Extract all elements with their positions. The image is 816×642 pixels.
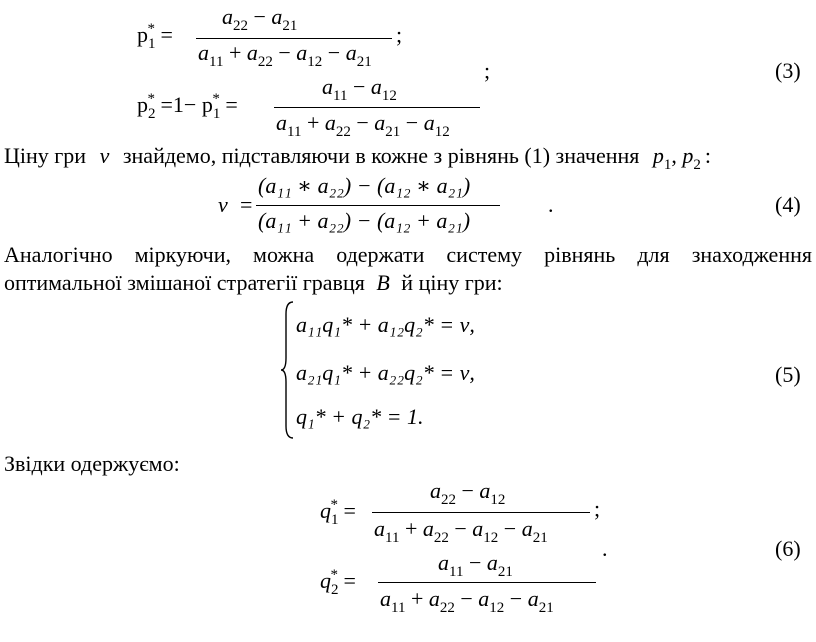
- eq5-row3: q₁* + q₂* = 1.: [296, 404, 424, 429]
- op: −: [356, 110, 369, 135]
- eq4-fraction-bar: [256, 205, 500, 206]
- eq3-line1-numerator: [222, 4, 298, 34]
- equals: =: [343, 498, 356, 523]
- idx: 11: [287, 124, 302, 140]
- var-p2: p: [682, 143, 694, 168]
- idx: 22: [441, 492, 456, 508]
- eq3-p: p: [137, 22, 148, 47]
- op: −: [509, 586, 523, 611]
- text-fragment: оптимальної змішаної стратегії гравця: [4, 270, 365, 295]
- idx: 11: [449, 564, 464, 580]
- op: −: [461, 478, 474, 503]
- op: +: [410, 586, 424, 611]
- var-a: a: [472, 516, 484, 541]
- var-a: a: [478, 586, 490, 611]
- var-a: a: [198, 40, 209, 65]
- idx: 11: [209, 54, 224, 70]
- op: −: [253, 4, 266, 29]
- idx: 21: [538, 600, 554, 616]
- text-fragment: Ціну гри: [4, 143, 87, 168]
- eq3-one-minus-p: =1− p: [160, 92, 213, 117]
- eq6-lhs2: [320, 567, 356, 598]
- eq3-p-sub: 1: [148, 36, 156, 52]
- var-a: a: [345, 40, 357, 65]
- var-a: a: [527, 586, 539, 611]
- idx: 22: [433, 530, 449, 546]
- paragraph-line1: Аналогічно міркуючи, можна одержати систему рівнянь для знаходження: [4, 242, 812, 267]
- op: −: [454, 516, 467, 541]
- var-a: a: [521, 516, 533, 541]
- idx: 12: [483, 530, 499, 546]
- eq6-line2-denominator: [380, 586, 554, 616]
- var-a: a: [322, 74, 333, 99]
- op: −: [468, 550, 482, 575]
- comma: ,: [671, 143, 677, 168]
- eq4-numerator: (a₁₁ ∗ a₂₂) − (a₁₂ ∗ a₂₁): [258, 173, 471, 198]
- var-a: a: [271, 4, 283, 29]
- eq6-line2-fraction-bar: [378, 582, 596, 583]
- idx: 1: [331, 512, 339, 528]
- idx: 22: [335, 124, 351, 140]
- eq6-line1-numerator: [430, 478, 506, 508]
- op: +: [404, 516, 418, 541]
- idx: 12: [434, 124, 450, 140]
- eq3-lhs1: [137, 21, 173, 52]
- eq3-line1-semicolon: ;: [396, 22, 403, 47]
- idx: 12: [381, 88, 397, 104]
- equals: =: [343, 568, 356, 593]
- op: −: [405, 110, 419, 135]
- paragraph-hence: Звідки одержуємо:: [4, 451, 180, 476]
- idx: 2: [693, 157, 701, 173]
- idx: 12: [307, 54, 323, 70]
- var-a: a: [324, 110, 336, 135]
- var-a: a: [370, 74, 382, 99]
- idx: 2: [331, 582, 339, 598]
- left-brace: [280, 300, 296, 440]
- idx: 11: [391, 600, 406, 616]
- op: −: [352, 74, 366, 99]
- var-a: a: [486, 550, 498, 575]
- eq6-line1-fraction-bar: [372, 512, 590, 513]
- star: *: [330, 497, 338, 513]
- idx: 12: [490, 492, 506, 508]
- star: *: [330, 567, 338, 583]
- paragraph-game-value: [4, 143, 712, 173]
- eq4-dot: .: [548, 192, 554, 217]
- op: +: [306, 110, 320, 135]
- var-a: a: [430, 478, 441, 503]
- eq6-line1-semicolon: ;: [594, 496, 601, 521]
- var-a: a: [246, 40, 258, 65]
- eq3-p2-sup: *: [147, 91, 155, 107]
- eq3-p2-sub: 2: [148, 106, 156, 122]
- eq4-equals: =: [240, 192, 253, 217]
- idx: 22: [439, 600, 455, 616]
- eq3-p1-sub: 1: [212, 106, 221, 122]
- eq6-number: (6): [775, 536, 801, 561]
- eq6-line1-denominator: [374, 516, 548, 546]
- eq3-line2-denominator: [276, 110, 450, 140]
- var-nu: ν: [99, 143, 110, 168]
- eq4-denominator: (a₁₁ + a₂₂) − (a₁₂ + a₂₁): [258, 208, 471, 233]
- var-q1: q: [320, 498, 331, 523]
- eq5-number: (5): [775, 362, 801, 387]
- eq3-number: (3): [775, 58, 801, 83]
- var-a: a: [438, 550, 449, 575]
- op: −: [460, 586, 473, 611]
- idx: 11: [333, 88, 348, 104]
- idx: 22: [233, 18, 248, 34]
- var-p1: p: [652, 143, 664, 168]
- var-a: a: [276, 110, 287, 135]
- idx: 21: [532, 530, 548, 546]
- idx: 21: [282, 18, 298, 34]
- eq3-lhs2: [137, 91, 238, 122]
- eq6-dot: .: [602, 536, 608, 561]
- idx: 21: [385, 124, 401, 140]
- colon: :: [704, 143, 712, 168]
- paragraph-line2: [4, 270, 503, 296]
- idx: 1: [663, 157, 672, 173]
- eq3-equals: =: [160, 22, 173, 47]
- eq4-number: (4): [775, 192, 801, 217]
- op: −: [278, 40, 291, 65]
- eq3-line2-numerator: [322, 74, 397, 104]
- eq3-p2: p: [137, 92, 148, 117]
- eq4-nu: ν: [218, 192, 228, 217]
- text-fragment: знайдемо, підставляючи в кожне з рівнянь (1) значення: [122, 143, 640, 168]
- idx: 21: [356, 54, 372, 70]
- eq6-lhs1: [320, 497, 356, 528]
- idx: 22: [257, 54, 273, 70]
- op: −: [327, 40, 341, 65]
- var-a: a: [374, 516, 385, 541]
- idx: 11: [385, 530, 400, 546]
- eq6-line2-numerator: [438, 550, 513, 580]
- var-a: a: [222, 4, 233, 29]
- var-a: a: [422, 516, 434, 541]
- eq5-row2: a₂₁q₁* + a₂₂q₂* = ν,: [296, 360, 475, 385]
- idx: 21: [497, 564, 513, 580]
- idx: 12: [489, 600, 505, 616]
- op: +: [228, 40, 242, 65]
- var-a: a: [428, 586, 440, 611]
- var-a: a: [296, 40, 308, 65]
- var-a: a: [380, 586, 391, 611]
- eq5-row1: a₁₁q₁* + a₁₂q₂* = ν,: [296, 312, 475, 337]
- eq3-semicolon: ;: [484, 58, 491, 83]
- text-fragment: й ціну гри:: [401, 270, 503, 295]
- eq3-p1-sup: *: [212, 91, 220, 107]
- var-a: a: [423, 110, 435, 135]
- eq3-line2-fraction-bar: [274, 107, 480, 108]
- op: −: [503, 516, 517, 541]
- var-b: B: [376, 270, 390, 295]
- var-a: a: [374, 110, 386, 135]
- var-q2: q: [320, 568, 331, 593]
- eq3-equals-2: =: [225, 92, 238, 117]
- var-a: a: [479, 478, 491, 503]
- eq3-p-sup: *: [147, 21, 155, 37]
- eq3-line1-denominator: [198, 40, 372, 70]
